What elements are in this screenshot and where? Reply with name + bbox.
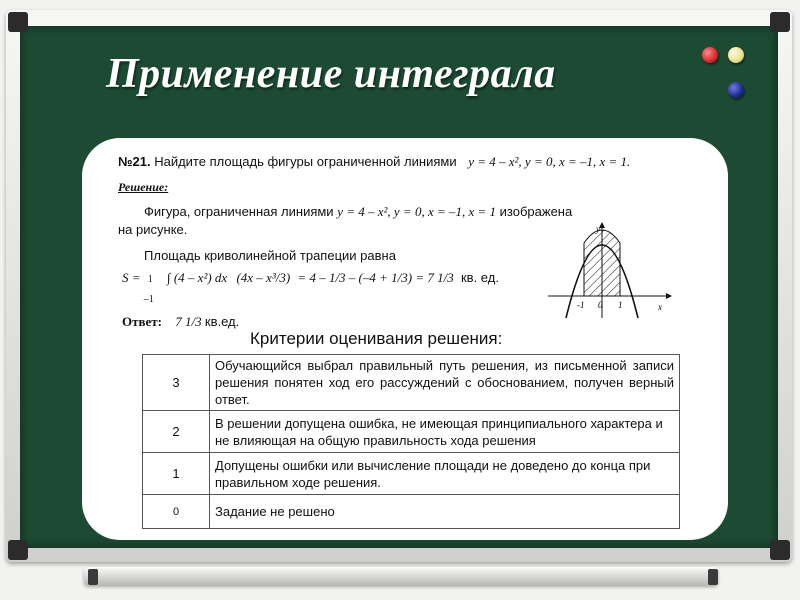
- table-row: [143, 453, 680, 495]
- criteria-score: 3: [143, 355, 210, 411]
- solution-heading: Решение:: [118, 180, 169, 194]
- shaded-area: [584, 230, 620, 296]
- task-statement: [118, 154, 630, 170]
- criteria-description: Задание не решено: [210, 495, 680, 529]
- frame-corner: [770, 540, 790, 560]
- content-panel: [82, 138, 728, 540]
- solution-paragraph-1-line2: на рисунке.: [118, 222, 188, 237]
- solution-paragraph-1: [144, 204, 572, 220]
- solution-paragraph-1-tail: изображена: [499, 204, 573, 219]
- criteria-title: Критерии оценивания решения:: [250, 329, 503, 348]
- formula-integral: ∫ (4 – x²) dx: [167, 270, 228, 285]
- criteria-table: [142, 354, 680, 529]
- solution-paragraph-1-math: y = 4 – x², y = 0, x = –1, x = 1: [337, 204, 497, 219]
- marker-tray: [84, 567, 718, 585]
- table-row: [143, 411, 680, 453]
- graph-x-label: x: [658, 302, 662, 312]
- answer-label: Ответ:: [122, 314, 163, 329]
- slide-title: Применение интеграла: [106, 51, 556, 97]
- area-formula: [122, 270, 499, 305]
- frame-corner: [8, 12, 28, 32]
- criteria-description: Допущены ошибки или вычисление площади не доведено до конца при правильном ходе решения.: [210, 453, 680, 495]
- formula-units: кв. ед.: [460, 270, 499, 285]
- red-magnet-icon: [702, 47, 718, 63]
- table-row: [143, 355, 680, 411]
- solution-paragraph-1-text: Фигура, ограниченная линиями: [144, 204, 334, 219]
- blue-magnet-icon: [728, 82, 744, 98]
- graph-tick-label: 1: [618, 300, 623, 310]
- formula-lower-limit: –1: [143, 294, 154, 305]
- criteria-score: 2: [143, 411, 210, 453]
- answer: [122, 314, 239, 330]
- graph-tick-label: -1: [577, 300, 585, 310]
- criteria-score: 0: [143, 495, 210, 529]
- task-number: №21.: [118, 154, 151, 169]
- graph-tick-label: 0: [598, 300, 603, 310]
- answer-units: кв.ед.: [204, 314, 240, 329]
- criteria-score: 1: [143, 453, 210, 495]
- tray-end-cap: [88, 569, 98, 585]
- tray-end-cap: [708, 569, 718, 585]
- formula-lhs: S =: [122, 270, 141, 285]
- answer-value: 7 1/3: [175, 314, 202, 329]
- task-equations: y = 4 – x², y = 0, x = –1, x = 1.: [468, 154, 631, 169]
- frame-corner: [8, 540, 28, 560]
- formula-antiderivative: (4x – x³/3): [236, 270, 291, 285]
- table-row: [143, 495, 680, 529]
- x-axis-arrow-icon: [666, 293, 672, 299]
- graph-y-label: y: [596, 224, 600, 234]
- parabola-graph: [548, 218, 672, 322]
- frame-corner: [770, 12, 790, 32]
- yellow-magnet-icon: [728, 47, 744, 63]
- criteria-description: В решении допущена ошибка, не имеющая принципиального характера и не влияющая на общую правильность хода решения: [210, 411, 680, 453]
- formula-evaluation: = 4 – 1/3 – (–4 + 1/3) = 7 1/3: [297, 270, 454, 285]
- task-text: Найдите площадь фигуры ограниченной линиями: [154, 154, 457, 169]
- solution-paragraph-2: Площадь криволинейной трапеции равна: [144, 248, 396, 263]
- criteria-description: Обучающийся выбрал правильный путь решения, из письменной записи решения понятен ход его рассуждений с обоснованием, получен верный ответ.: [210, 355, 680, 411]
- formula-upper-limit: 1: [147, 274, 153, 285]
